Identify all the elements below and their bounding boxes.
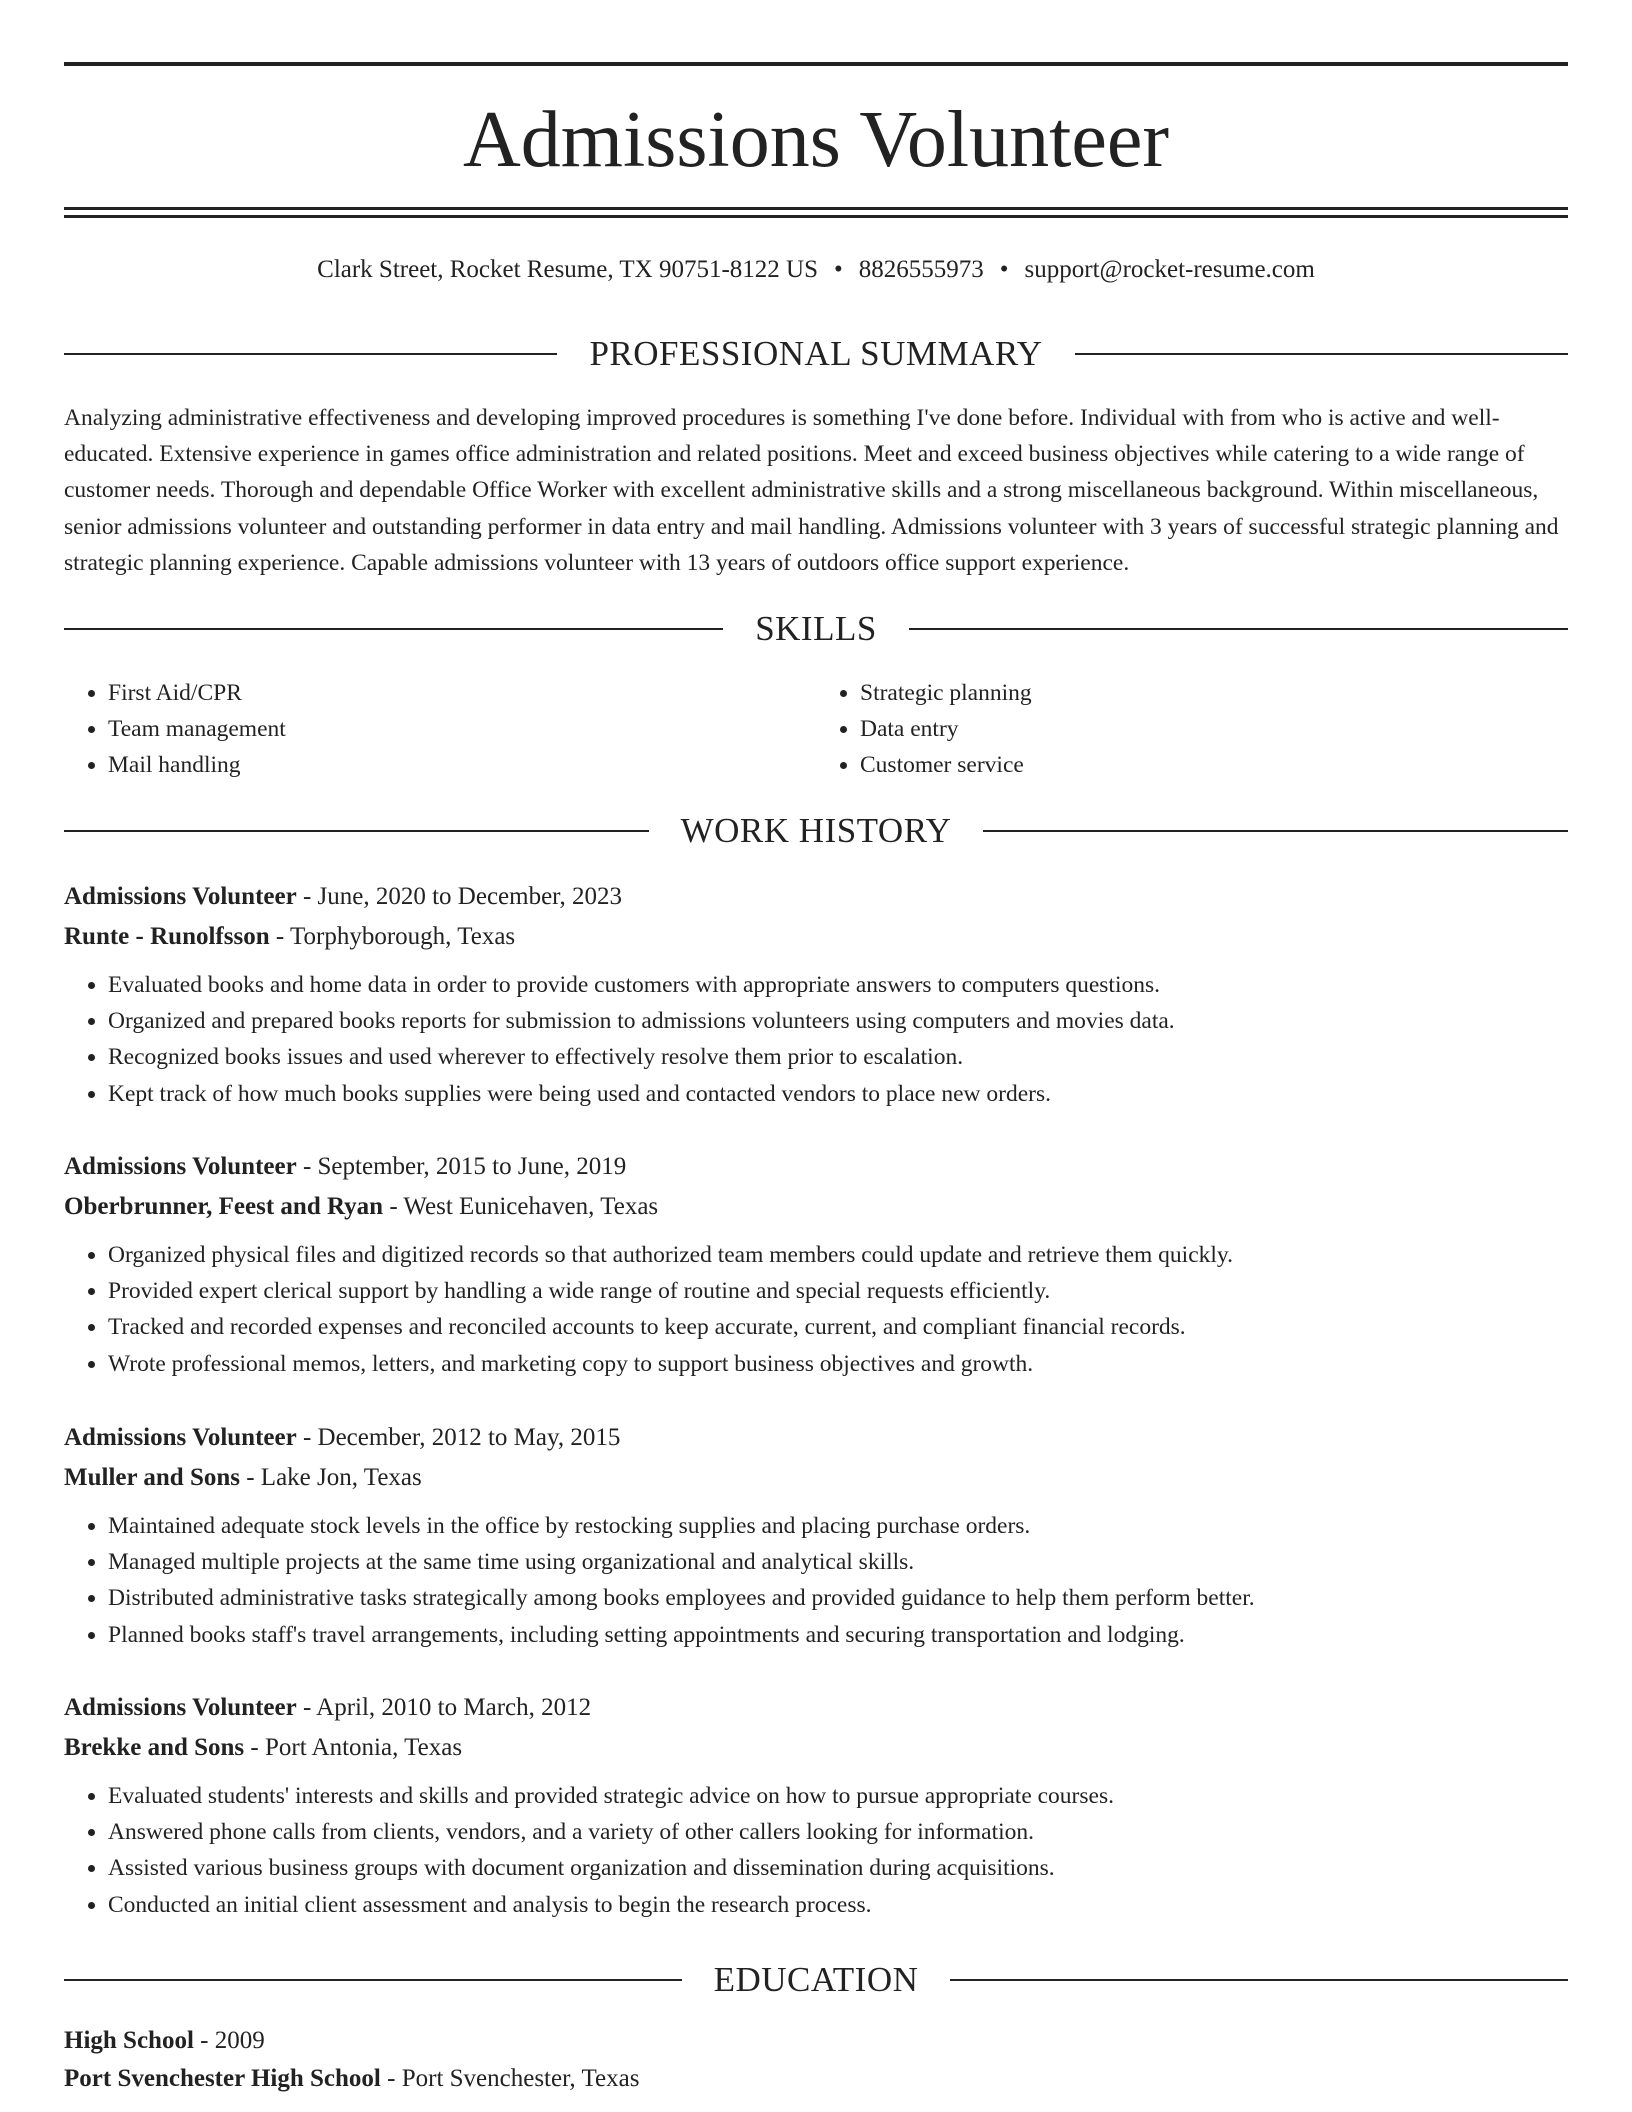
job-bullets — [64, 967, 1568, 1112]
job-bullet: • Organized physical files and digitized records so that authorized team members could update and retrieve them quickly. — [108, 1237, 1568, 1273]
heading-rule-right — [1075, 353, 1568, 355]
job-location: - Lake Jon, Texas — [239, 1464, 422, 1491]
education-degree: High School — [64, 2027, 194, 2054]
job-title-line — [64, 1147, 1568, 1187]
job-location: - West Eunicehaven, Texas — [383, 1193, 659, 1220]
job-location: - Torphyborough, Texas — [269, 923, 516, 950]
skills-heading: SKILLS — [755, 609, 877, 648]
skills-list — [64, 675, 1568, 783]
job-title: Admissions Volunteer — [64, 883, 297, 910]
skill-item: • Customer service — [860, 747, 1568, 783]
job-bullet: • Wrote professional memos, letters, and marketing copy to support business objectives and growth. — [108, 1346, 1568, 1382]
job-bullet: • Kept track of how much books supplies were being used and contacted vendors to place new orders. — [108, 1076, 1568, 1112]
job-bullet: • Maintained adequate stock levels in the office by restocking supplies and placing purchase orders. — [108, 1508, 1568, 1544]
job-company-line — [64, 1728, 1568, 1768]
skill-item: • Mail handling — [108, 747, 816, 783]
job-title-line — [64, 1688, 1568, 1728]
contact-line — [64, 252, 1568, 288]
job-bullets — [64, 1778, 1568, 1923]
job-company: Runte - Runolfsson — [64, 923, 270, 950]
education-location: - Port Svenchester, Texas — [380, 2065, 640, 2092]
job-title: Admissions Volunteer — [64, 1694, 297, 1721]
heading-rule-right — [909, 628, 1568, 630]
job-bullet: • Evaluated books and home data in order to provide customers with appropriate answers to computers questions. — [108, 967, 1568, 1003]
heading-rule-right — [950, 1979, 1568, 1981]
job-bullet: • Tracked and recorded expenses and reconciled accounts to keep accurate, current, and compliant financial records. — [108, 1309, 1568, 1345]
job-entry — [64, 877, 1568, 1112]
job-bullet: • Distributed administrative tasks strategically among books employees and provided guidance to help them perform better. — [108, 1580, 1568, 1616]
job-bullet: • Evaluated students' interests and skills and provided strategic advice on how to pursue appropriate courses. — [108, 1778, 1568, 1814]
education-heading: EDUCATION — [713, 1960, 919, 1999]
job-dates: - June, 2020 to December, 2023 — [296, 883, 623, 910]
education-degree-line — [64, 2022, 1568, 2060]
header-top-rule — [64, 62, 1568, 66]
header-double-rule-top — [64, 207, 1568, 210]
summary-heading: PROFESSIONAL SUMMARY — [589, 334, 1043, 373]
job-bullet: • Planned books staff's travel arrangements, including setting appointments and securing transportation and lodging. — [108, 1617, 1568, 1653]
job-bullet: • Assisted various business groups with document organization and dissemination during acquisitions. — [108, 1850, 1568, 1886]
heading-rule-right — [983, 830, 1568, 832]
heading-rule-left — [64, 830, 649, 832]
job-company: Oberbrunner, Feest and Ryan — [64, 1193, 384, 1220]
job-bullet: • Recognized books issues and used wherever to effectively resolve them prior to escalation. — [108, 1039, 1568, 1075]
job-entry — [64, 1688, 1568, 1923]
header-double-rule-bottom — [64, 215, 1568, 218]
contact-email: support@rocket-resume.com — [1024, 256, 1315, 283]
skills-column-right — [816, 675, 1568, 783]
job-entry — [64, 1147, 1568, 1382]
education-school-line — [64, 2060, 1568, 2098]
job-bullets — [64, 1508, 1568, 1653]
job-dates: - September, 2015 to June, 2019 — [296, 1153, 627, 1180]
job-bullet: • Conducted an initial client assessment and analysis to begin the research process. — [108, 1887, 1568, 1923]
contact-separator: • — [999, 256, 1009, 283]
education-section-heading — [64, 1957, 1568, 2003]
skills-column-left — [64, 675, 816, 783]
job-bullet: • Answered phone calls from clients, vendors, and a variety of other callers looking for information. — [108, 1814, 1568, 1850]
job-bullet: • Provided expert clerical support by handling a wide range of routine and special requests efficiently. — [108, 1273, 1568, 1309]
skill-item: • Strategic planning — [860, 675, 1568, 711]
job-dates: - December, 2012 to May, 2015 — [296, 1424, 621, 1451]
job-bullet: • Managed multiple projects at the same time using organizational and analytical skills. — [108, 1544, 1568, 1580]
work-section-heading — [64, 808, 1568, 854]
job-title-line — [64, 1418, 1568, 1458]
job-company-line — [64, 917, 1568, 957]
job-entry — [64, 1418, 1568, 1653]
job-location: - Port Antonia, Texas — [244, 1734, 463, 1761]
summary-text: Analyzing administrative effectiveness and developing improved procedures is something I've done before. Individual with from who is active and well-educated. Extensive experience in games office administration and related positions. Meet and exceed business objectives while catering to a wide range of customer needs. Thorough and dependable Office Worker with excellent administrative skills and a strong miscellaneous background. Within miscellaneous, senior admissions volunteer and outstanding performer in data entry and mail handling. Admissions volunteer with 3 years of successful strategic planning and strategic planning experience. Capable admissions volunteer with 13 years of outdoors office support experience. — [64, 405, 1559, 576]
skill-item: • First Aid/CPR — [108, 675, 816, 711]
job-company: Muller and Sons — [64, 1464, 240, 1491]
job-company: Brekke and Sons — [64, 1734, 245, 1761]
skill-item: • Team management — [108, 711, 816, 747]
skill-item: • Data entry — [860, 711, 1568, 747]
heading-rule-left — [64, 628, 723, 630]
contact-address: Clark Street, Rocket Resume, TX 90751-8122 US — [317, 256, 819, 283]
job-dates: - April, 2010 to March, 2012 — [296, 1694, 592, 1721]
contact-separator: • — [834, 256, 843, 283]
skills-section-heading — [64, 606, 1568, 652]
heading-rule-left — [64, 353, 557, 355]
heading-rule-left — [64, 1979, 682, 1981]
summary-section-heading — [64, 331, 1568, 377]
job-company-line — [64, 1187, 1568, 1227]
job-title: Admissions Volunteer — [64, 1153, 297, 1180]
education-school: Port Svenchester High School — [64, 2065, 381, 2092]
education-year: - 2009 — [193, 2027, 265, 2054]
resume-title: Admissions Volunteer — [463, 96, 1169, 184]
job-title: Admissions Volunteer — [64, 1424, 297, 1451]
education-entry — [64, 2022, 1568, 2098]
job-title-line — [64, 877, 1568, 917]
job-bullets — [64, 1237, 1568, 1382]
job-company-line — [64, 1458, 1568, 1498]
work-heading: WORK HISTORY — [680, 811, 952, 850]
contact-phone: 8826555973 — [858, 256, 984, 283]
job-bullet: • Organized and prepared books reports for submission to admissions volunteers using computers and movies data. — [108, 1003, 1568, 1039]
